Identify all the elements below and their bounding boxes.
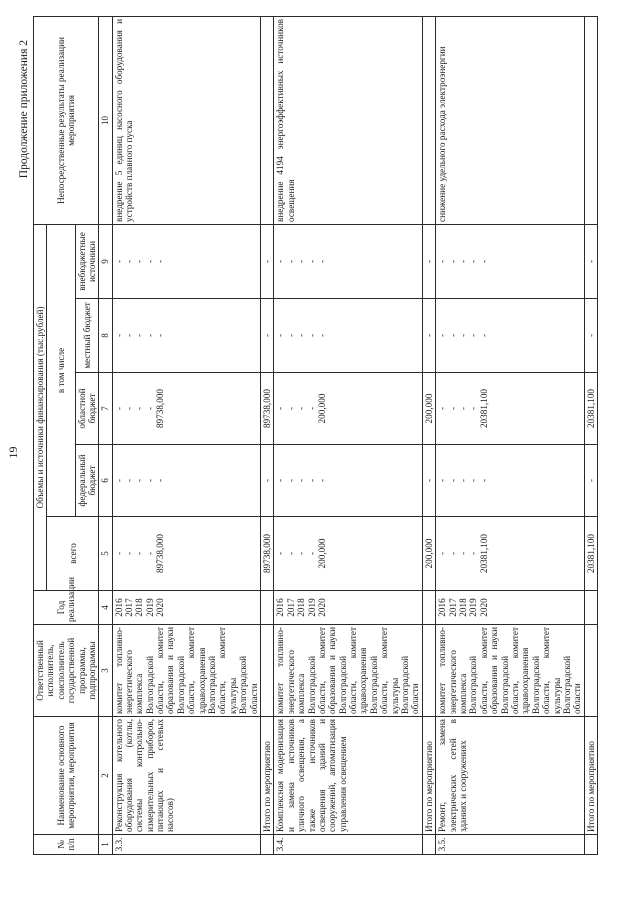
column-number: 9 xyxy=(99,224,112,298)
funding-federal xyxy=(112,445,260,517)
subtotal-year xyxy=(422,591,435,625)
subtotal-regional: 20381,100 xyxy=(584,373,597,445)
header-local: местный бюджет xyxy=(75,299,99,373)
subtotal-row xyxy=(260,16,273,854)
funding-extra xyxy=(274,224,422,298)
funding-total xyxy=(436,517,584,591)
program-table xyxy=(33,16,598,855)
funding-value: - xyxy=(123,551,134,556)
subtotal-year xyxy=(584,591,597,625)
header-year: Год реализации xyxy=(34,591,99,625)
subtotal-spacer xyxy=(260,835,273,855)
funding-value: - xyxy=(447,259,458,264)
funding-value: - xyxy=(144,333,155,338)
activity-years xyxy=(436,591,584,625)
subtotal-local: - xyxy=(422,299,435,373)
funding-value: - xyxy=(316,478,327,483)
funding-value: - xyxy=(306,406,317,411)
activity-name: Комплексная модернизация и замена источников уличного освещения, а также источников освещения зданий и сооружений, автоматизация управления освещением xyxy=(274,717,422,835)
funding-value: - xyxy=(113,551,124,556)
funding-value: - xyxy=(144,406,155,411)
year-value: 2019 xyxy=(306,598,317,617)
page-number: 19 xyxy=(6,446,20,459)
funding-value: - xyxy=(134,333,145,338)
activity-result: внедрение 5 единиц насосного оборудования и устройств плавного пуска xyxy=(112,16,260,224)
funding-value: - xyxy=(144,259,155,264)
funding-value: - xyxy=(113,333,124,338)
funding-extra xyxy=(436,224,584,298)
activity-executor: комитет топливно-энергетического комплекса Волгоградской области, комитет образования и науки Волгоградской области, комитет здравоохранения Волгоградской области, комитет культуры Волгоградской области xyxy=(274,625,422,717)
continuation-note: Продолжение приложения 2 xyxy=(18,40,30,179)
funding-value: - xyxy=(285,478,296,483)
subtotal-total: 89738,000 xyxy=(260,517,273,591)
funding-local xyxy=(436,299,584,373)
subtotal-extra: - xyxy=(584,224,597,298)
funding-value: - xyxy=(316,259,327,264)
header-federal: федеральный бюджет xyxy=(75,445,99,517)
funding-value: 200,000 xyxy=(316,538,327,569)
funding-value: - xyxy=(155,259,166,264)
activity-name: Ремонт, замена электрических сетей в зданиях и сооружениях xyxy=(436,717,584,835)
header-regional: областной бюджет xyxy=(75,373,99,445)
funding-value: - xyxy=(134,551,145,556)
funding-value: - xyxy=(306,551,317,556)
subtotal-total: 20381,100 xyxy=(584,517,597,591)
subtotal-label: Итого по мероприятию xyxy=(584,717,597,835)
funding-value: - xyxy=(155,333,166,338)
year-value: 2018 xyxy=(296,598,307,617)
funding-value: - xyxy=(123,478,134,483)
funding-value: - xyxy=(447,406,458,411)
subtotal-spacer xyxy=(422,835,435,855)
funding-value: - xyxy=(437,259,448,264)
column-number: 2 xyxy=(99,717,112,835)
subtotal-extra: - xyxy=(260,224,273,298)
funding-regional xyxy=(112,373,260,445)
column-number: 4 xyxy=(99,591,112,625)
funding-regional xyxy=(274,373,422,445)
column-number: 5 xyxy=(99,517,112,591)
year-value: 2016 xyxy=(437,598,448,617)
funding-value: 20381,100 xyxy=(478,388,489,429)
subtotal-federal: - xyxy=(584,445,597,517)
funding-value: - xyxy=(437,406,448,411)
year-value: 2020 xyxy=(478,598,489,617)
funding-value: - xyxy=(155,478,166,483)
year-value: 2016 xyxy=(275,598,286,617)
activity-executor: комитет топливно-энергетического комплекса Волгоградской области, комитет образования и науки Волгоградской области, комитет здравоохранения Волгоградской области, комитет культуры Волгоградской области xyxy=(436,625,584,717)
funding-value: - xyxy=(134,406,145,411)
funding-total xyxy=(112,517,260,591)
funding-value: - xyxy=(113,259,124,264)
funding-federal xyxy=(274,445,422,517)
funding-value: - xyxy=(275,406,286,411)
funding-extra xyxy=(112,224,260,298)
activity-executor: комитет топливно-энергетического комплекса Волгоградской области, комитет образования и науки Волгоградской области, комитет здравоохранения Волгоградской области, комитет культуры Волгоградской области xyxy=(112,625,260,717)
funding-value: - xyxy=(296,478,307,483)
subtotal-local: - xyxy=(260,299,273,373)
subtotal-executor xyxy=(260,625,273,717)
funding-value: - xyxy=(458,333,468,338)
year-value: 2017 xyxy=(447,598,458,617)
activity-result: снижение удельного расхода электроэнергии xyxy=(436,16,584,224)
funding-value: - xyxy=(468,478,479,483)
activity-name: Реконструкция котельного оборудования (котлы, системы контрольно-измерительных приборов, питающих и сетевых насосов) xyxy=(112,717,260,835)
funding-value: - xyxy=(306,333,317,338)
subtotal-extra: - xyxy=(422,224,435,298)
subtotal-result xyxy=(422,16,435,224)
header-total: всего xyxy=(47,517,99,591)
funding-value: - xyxy=(458,478,468,483)
header-num: № п/п xyxy=(34,835,99,855)
funding-value: 200,000 xyxy=(316,393,327,424)
subtotal-executor xyxy=(584,625,597,717)
subtotal-year xyxy=(260,591,273,625)
year-value: 2020 xyxy=(155,598,166,617)
column-number: 1 xyxy=(99,835,112,855)
year-value: 2020 xyxy=(316,598,327,617)
subtotal-row xyxy=(584,16,597,854)
funding-value: - xyxy=(447,333,458,338)
column-number: 8 xyxy=(99,299,112,373)
funding-value: - xyxy=(144,478,155,483)
funding-value: - xyxy=(468,259,479,264)
subtotal-spacer xyxy=(584,835,597,855)
column-number: 7 xyxy=(99,373,112,445)
activity-result: внедрение 4194 энергоэффективных источников освещения xyxy=(274,16,422,224)
funding-value: - xyxy=(275,259,286,264)
funding-regional xyxy=(436,373,584,445)
funding-value: - xyxy=(296,551,307,556)
funding-value: - xyxy=(437,333,448,338)
subtotal-federal: - xyxy=(260,445,273,517)
funding-value: - xyxy=(275,478,286,483)
funding-value: 89738,000 xyxy=(155,388,166,429)
header-funding: Объемы и источники финансирования (тыс.рублей) xyxy=(34,224,47,590)
funding-value: - xyxy=(437,478,448,483)
funding-local xyxy=(112,299,260,373)
column-number: 10 xyxy=(99,16,112,224)
funding-value: - xyxy=(296,333,307,338)
subtotal-label: Итого по мероприятию xyxy=(260,717,273,835)
funding-value: - xyxy=(285,406,296,411)
funding-value: - xyxy=(134,478,145,483)
year-value: 2017 xyxy=(285,598,296,617)
funding-value: - xyxy=(275,333,286,338)
funding-value: - xyxy=(468,551,479,556)
subtotal-result xyxy=(260,16,273,224)
subtotal-executor xyxy=(422,625,435,717)
funding-value: - xyxy=(285,333,296,338)
header-executor: Ответственный исполнитель, соисполнитель государственной программы, подпрограммы xyxy=(34,625,99,717)
column-number: 3 xyxy=(99,625,112,717)
subtotal-regional: 89738,000 xyxy=(260,373,273,445)
funding-value: - xyxy=(478,333,489,338)
funding-value: - xyxy=(458,259,468,264)
funding-value: - xyxy=(468,333,479,338)
subtotal-local: - xyxy=(584,299,597,373)
year-value: 2018 xyxy=(134,598,145,617)
funding-value: - xyxy=(123,259,134,264)
funding-value: 89738,000 xyxy=(155,533,166,574)
funding-value: - xyxy=(113,406,124,411)
funding-value: - xyxy=(285,551,296,556)
activity-years xyxy=(274,591,422,625)
funding-value: - xyxy=(144,551,155,556)
funding-value: - xyxy=(134,259,145,264)
funding-value: - xyxy=(306,478,317,483)
funding-value: - xyxy=(306,259,317,264)
subtotal-row xyxy=(422,16,435,854)
year-value: 2019 xyxy=(468,598,479,617)
funding-value: - xyxy=(478,478,489,483)
subtotal-label: Итого по мероприятию xyxy=(422,717,435,835)
funding-value: - xyxy=(285,259,296,264)
header-extra: внебюджетные источники xyxy=(75,224,99,298)
funding-value: - xyxy=(113,478,124,483)
funding-federal xyxy=(436,445,584,517)
funding-value: - xyxy=(447,478,458,483)
activity-number: 3.3. xyxy=(112,835,260,855)
activity-number: 3.5. xyxy=(436,835,584,855)
subtotal-federal: - xyxy=(422,445,435,517)
funding-value: - xyxy=(468,406,479,411)
header-name: Наименование основного мероприятия, мероприятия xyxy=(34,717,99,835)
activity-years xyxy=(112,591,260,625)
header-including: в том числе xyxy=(47,224,75,516)
subtotal-result xyxy=(584,16,597,224)
funding-value: - xyxy=(478,259,489,264)
funding-value: - xyxy=(316,333,327,338)
column-number: 6 xyxy=(99,445,112,517)
funding-value: - xyxy=(447,551,458,556)
year-value: 2018 xyxy=(458,598,468,617)
funding-total xyxy=(274,517,422,591)
activity-row xyxy=(274,16,422,854)
column-number-row xyxy=(99,16,112,854)
year-value: 2019 xyxy=(144,598,155,617)
subtotal-regional: 200,000 xyxy=(422,373,435,445)
funding-value: - xyxy=(458,406,468,411)
funding-value: - xyxy=(296,259,307,264)
subtotal-total: 200,000 xyxy=(422,517,435,591)
year-value: 2017 xyxy=(123,598,134,617)
funding-value: - xyxy=(123,333,134,338)
header-result: Непосредственные результаты реализации мероприятия xyxy=(34,16,99,224)
activity-number: 3.4. xyxy=(274,835,422,855)
activity-row xyxy=(436,16,584,854)
funding-value: - xyxy=(437,551,448,556)
year-value: 2016 xyxy=(113,598,124,617)
funding-local xyxy=(274,299,422,373)
funding-value: - xyxy=(123,406,134,411)
funding-value: - xyxy=(296,406,307,411)
funding-value: 20381,100 xyxy=(478,533,489,574)
funding-value: - xyxy=(275,551,286,556)
activity-row xyxy=(112,16,260,854)
funding-value: - xyxy=(458,551,468,556)
